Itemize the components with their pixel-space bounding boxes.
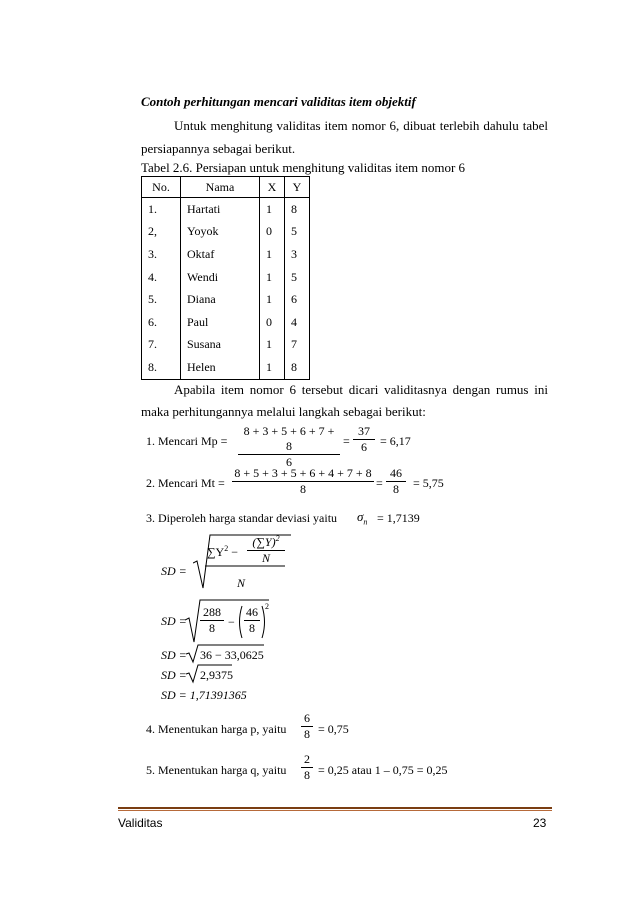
frac-b-den: 8 [249, 621, 255, 635]
step1-denominator: 6 [286, 455, 292, 469]
inner-denominator: N [261, 551, 270, 565]
step4-fraction [301, 711, 313, 742]
cell-x: 1 [260, 356, 285, 379]
step5-denominator: 8 [304, 768, 310, 782]
sd-outer-denominator: N [237, 576, 246, 590]
table-row [142, 266, 310, 289]
step3-result: = 1,7139 [377, 511, 420, 525]
table-header-row [142, 177, 310, 198]
frac-a-num: 288 [203, 605, 221, 619]
step1-eq: = [343, 434, 350, 448]
step2-result: = 5,75 [413, 476, 444, 490]
cell-no: 8. [142, 356, 181, 379]
sd-formula-sumY [207, 544, 238, 560]
cell-nama: Oktaf [181, 243, 260, 266]
cell-y: 7 [285, 334, 310, 357]
sd-line3-expr: 36 − 33,0625 [200, 648, 264, 662]
cell-y: 3 [285, 243, 310, 266]
data-table [141, 176, 310, 380]
cell-x: 1 [260, 198, 285, 221]
cell-x: 1 [260, 243, 285, 266]
cell-y: 5 [285, 266, 310, 289]
page-number: 23 [533, 816, 547, 830]
sigma-symbol [357, 509, 367, 527]
step5-label: 5. Menentukan harga q, yaitu [146, 763, 287, 777]
intro-line-2: persiapannya sebagai berikut. [141, 141, 296, 156]
cell-nama: Yoyok [181, 221, 260, 244]
table-caption: Tabel 2.6. Persiapan untuk menghitung validitas item nomor 6 [141, 160, 466, 175]
step1-numerator2: 37 [358, 424, 370, 438]
cell-x: 0 [260, 311, 285, 334]
sd-line5: SD = 1,71391365 [161, 688, 247, 702]
cell-no: 1. [142, 198, 181, 221]
sd-line2-frac-a [200, 605, 224, 636]
col-header-x: X [260, 177, 285, 198]
step4-denominator: 8 [304, 727, 310, 741]
table-row [142, 334, 310, 357]
cell-nama: Wendi [181, 266, 260, 289]
table-row [142, 288, 310, 311]
section-heading: Contoh perhitungan mencari validitas item objektif [141, 94, 416, 109]
cell-y: 4 [285, 311, 310, 334]
sum-y-square: 2 [224, 544, 229, 553]
step2-fraction2 [386, 466, 406, 497]
inner-num-text: (∑Y) [252, 535, 276, 549]
step2-eq: = [376, 476, 383, 490]
sigma-subscript: n [363, 517, 368, 527]
cell-x: 0 [260, 221, 285, 244]
table-row [142, 311, 310, 334]
cell-y: 5 [285, 221, 310, 244]
step2-label: 2. Mencari Mt = [146, 476, 225, 490]
inner-numerator [247, 534, 285, 550]
sd-line4-expr: 2,9375 [200, 668, 233, 682]
step4-label: 4. Menentukan harga p, yaitu [146, 722, 287, 736]
step2-numerator: 8 + 5 + 3 + 5 + 6 + 4 + 7 + 8 [234, 466, 372, 480]
sigma-char: σ [357, 509, 364, 524]
step4-numerator: 6 [304, 711, 310, 725]
step1-result: = 6,17 [380, 434, 411, 448]
cell-no: 3. [142, 243, 181, 266]
step1-fraction2 [353, 424, 375, 455]
cell-y: 8 [285, 198, 310, 221]
step2-denominator2: 8 [393, 482, 399, 496]
table-row [142, 356, 310, 379]
inner-num-square: 2 [275, 534, 280, 543]
para2-line-1: Apabila item nomor 6 tersebut dicari validitasnya dengan rumus ini [174, 382, 548, 397]
step2-denominator: 8 [300, 482, 306, 496]
footer-title: Validitas [118, 816, 163, 830]
svg-text:2: 2 [265, 602, 269, 611]
cell-no: 6. [142, 311, 181, 334]
sd-inner-fraction [247, 534, 285, 566]
minus-sign: − [231, 545, 239, 559]
para2-line-2: maka perhitungannya melalui langkah sebagai berikut: [141, 404, 426, 419]
cell-no: 2, [142, 221, 181, 244]
step1-numerator: 8 + 3 + 5 + 6 + 7 + 8 [243, 424, 335, 453]
cell-x: 1 [260, 266, 285, 289]
sum-y: ∑Y [207, 545, 225, 559]
step5-numerator: 2 [304, 752, 310, 766]
cell-nama: Diana [181, 288, 260, 311]
cell-nama: Paul [181, 311, 260, 334]
cell-nama: Helen [181, 356, 260, 379]
step1-denominator2: 6 [361, 440, 367, 454]
step5-fraction [301, 752, 313, 783]
step2-numerator2: 46 [390, 466, 402, 480]
cell-no: 4. [142, 266, 181, 289]
sd-line2-frac-b [244, 605, 260, 636]
step3-label: 3. Diperoleh harga standar deviasi yaitu [146, 511, 338, 525]
sd-lhs-2: SD = [161, 614, 187, 628]
sd-lhs-1: SD = [161, 564, 187, 578]
table-row [142, 198, 310, 221]
cell-no: 7. [142, 334, 181, 357]
sd-line2-minus: − [228, 615, 235, 629]
intro-line-1: Untuk menghitung validitas item nomor 6, dibuat terlebih dahulu tabel [174, 118, 548, 133]
col-header-y: Y [285, 177, 310, 198]
frac-a-den: 8 [209, 621, 215, 635]
cell-no: 5. [142, 288, 181, 311]
step2-fraction [232, 466, 374, 497]
cell-x: 1 [260, 288, 285, 311]
frac-b-num: 46 [246, 605, 258, 619]
sd-lhs-4: SD = [161, 668, 187, 682]
step1-fraction [238, 424, 340, 470]
col-header-no: No. [142, 177, 181, 198]
step4-result: = 0,75 [318, 722, 349, 736]
cell-nama: Susana [181, 334, 260, 357]
sd-lhs-3: SD = [161, 648, 187, 662]
footer-rule [118, 807, 552, 809]
cell-y: 8 [285, 356, 310, 379]
cell-y: 6 [285, 288, 310, 311]
step1-label: 1. Mencari Mp = [146, 434, 228, 448]
step5-result: = 0,25 atau 1 – 0,75 = 0,25 [318, 763, 448, 777]
table-row [142, 243, 310, 266]
footer-rule-thin [118, 810, 552, 811]
cell-x: 1 [260, 334, 285, 357]
cell-nama: Hartati [181, 198, 260, 221]
col-header-nama: Nama [181, 177, 260, 198]
table-row [142, 221, 310, 244]
